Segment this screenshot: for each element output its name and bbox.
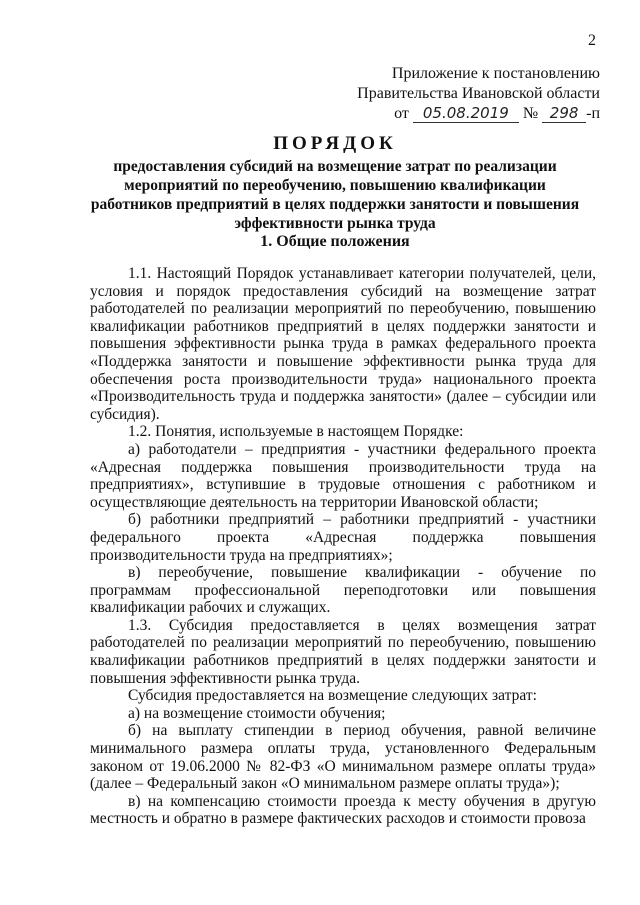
date-prefix: от [394,105,409,122]
appendix-line-2: Правительства Ивановской области [357,85,600,102]
handwritten-number: 298 [542,105,586,123]
document-title [85,132,585,233]
paragraph: в) переобучение, повышение квалификации - обучение по программам профессиональной переподготовки или повышения квалификации рабочих и служащих. [90,564,596,617]
appendix-block [350,64,600,124]
title-subtitle: предоставления субсидий на возмещение затрат по реализации мероприятий по переобучению, повышению квалификации работников предприятий в целях поддержки занятости и повышения эффективности рынка труда [90,158,580,232]
paragraph: а) работодатели – предприятия - участники федерального проекта «Адресная поддержка повышения производительности труда на предприятиях», вступившие в трудовые отношения с работником и осуществляющие деятельность на территории Ивановской области; [90,440,596,511]
appendix-date-line [350,104,600,124]
paragraph: 1.3. Субсидия предоставляется в целях возмещения затрат работодателей по реализации мероприятий по переобучению, повышению квалификации работников предприятий в целях поддержки занятости и повышения эффективности рынка труда. [90,616,596,687]
body-text [90,265,596,828]
appendix-line-1: Приложение к постановлению [391,65,600,82]
page-number: 2 [588,32,596,49]
handwritten-date: 05.08.2019 [413,105,519,123]
paragraph: 1.2. Понятия, используемые в настоящем Порядке: [128,423,464,441]
paragraph: в) на компенсацию стоимости проезда к месту обучения в другую местность и обратно в размере фактических расходов и стоимости провоза [90,792,596,828]
number-sign: № [522,105,539,122]
paragraph: Субсидия предоставляется на возмещение следующих затрат: [128,687,537,705]
paragraph: б) работники предприятий – работники предприятий - участники федерального проекта «Адресная поддержка повышения производительности труда на предприятиях»; [90,511,596,564]
paragraph: б) на выплату стипендии в период обучения, равной величине минимального размера оплаты труда, установленного Федеральным законом от 19.06.2000 № 82-ФЗ «О минимальном размере оплаты труда» (далее – Федеральный закон «О минимальном размере оплаты труда»); [90,722,596,793]
title-main: ПОРЯДОК [273,133,397,154]
paragraph: 1.1. Настоящий Порядок устанавливает категории получателей, цели, условия и порядок предоставления субсидий на возмещение затрат работодателей по реализации мероприятий по переобучению, повышению квалификации работников предприятий в целях поддержки занятости и повышения эффективности рынка труда в рамках федерального проекта «Поддержка занятости и повышение эффективности рынка труда для обеспечения роста производительности труда» национального проекта «Производительность труда и поддержка занятости» (далее – субсидии или субсидия). [90,265,596,423]
section-heading: 1. Общие положения [260,233,410,250]
number-suffix: -п [586,105,600,122]
paragraph: а) на возмещение стоимости обучения; [128,704,386,722]
